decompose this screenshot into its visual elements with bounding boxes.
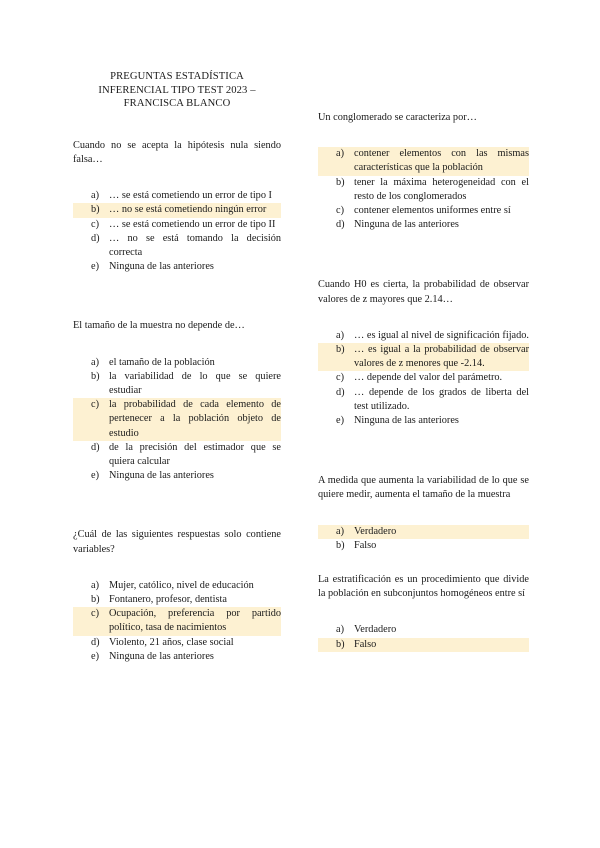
option-text: Verdadero: [354, 525, 529, 539]
option-text: Falso: [354, 638, 529, 652]
answer-option-highlighted: [73, 607, 281, 635]
option-letter: c): [73, 607, 109, 621]
option-text: Ninguna de las anteriores: [354, 415, 459, 427]
question-block: [318, 111, 529, 232]
option-letter: a): [91, 579, 99, 591]
option-letter: b): [91, 594, 100, 606]
right-column: [318, 111, 529, 652]
option-text: … depende del valor del parámetro.: [354, 372, 503, 384]
option-text: de la precisión del estimador que se quiera calcular: [109, 441, 281, 468]
answer-option: [73, 370, 281, 398]
option-letter: c): [336, 205, 344, 217]
option-letter: a): [318, 147, 354, 161]
option-letter: b): [318, 343, 354, 357]
option-letter: e): [336, 415, 344, 427]
question-block: [318, 474, 529, 553]
answer-option: [73, 636, 281, 650]
question-text: El tamaño de la muestra no depende de…: [73, 320, 245, 332]
answer-option: [73, 356, 281, 370]
question-block: [73, 528, 281, 664]
answer-option: [318, 539, 529, 553]
option-letter: a): [336, 329, 344, 341]
title-line: FRANCISCA BLANCO: [123, 98, 231, 110]
question-text: ¿Cuál de las siguientes respuestas solo contiene variables?: [73, 529, 281, 555]
option-text: Falso: [354, 539, 377, 551]
option-text: la probabilidad de cada elemento de pertenecer a la población objeto de estudio: [109, 398, 281, 441]
option-text: Verdadero: [354, 624, 397, 636]
options-list: [318, 147, 529, 232]
option-text: tener la máxima heterogeneidad con el resto de los conglomerados: [354, 176, 529, 202]
question-text: Cuando H0 es cierta, la probabilidad de observar valores de z mayores que 2.14…: [318, 279, 529, 305]
option-letter: d): [91, 441, 100, 453]
question-text: La estratificación es un procedimiento que divide la población en subconjuntos homogéneos entre sí: [318, 574, 529, 600]
option-letter: c): [73, 398, 109, 412]
option-letter: b): [336, 176, 345, 188]
question-text: Cuando no se acepta la hipótesis nula siendo falsa…: [73, 139, 281, 165]
option-letter: e): [91, 470, 99, 482]
option-letter: c): [336, 372, 344, 384]
answer-option: [73, 579, 281, 593]
option-text: … no se está cometiendo ningún error: [109, 203, 281, 217]
option-letter: a): [318, 525, 354, 539]
option-letter: d): [91, 232, 100, 244]
options-list: [73, 579, 281, 664]
answer-option-highlighted: [318, 525, 529, 539]
answer-option: [73, 441, 281, 469]
title-line: PREGUNTAS ESTADÍSTICA: [110, 71, 244, 82]
answer-option: [73, 218, 281, 232]
option-text: Mujer, católico, nivel de educación: [109, 579, 254, 591]
option-text: … no se está tomando la decisión correcta: [109, 232, 281, 258]
options-list: [73, 189, 281, 274]
options-list: [318, 623, 529, 651]
option-text: … se está cometiendo un error de tipo I: [109, 190, 272, 202]
options-list: [318, 329, 529, 428]
answer-option-highlighted: [73, 203, 281, 217]
option-text: Ocupación, preferencia por partido político, tasa de nacimientos: [109, 607, 281, 635]
answer-option: [73, 189, 281, 203]
option-text: contener elementos uniformes entre sí: [354, 205, 511, 217]
options-list: [73, 356, 281, 484]
option-text: el tamaño de la población: [109, 356, 215, 368]
option-letter: c): [91, 218, 99, 230]
option-text: Violento, 21 años, clase social: [109, 636, 234, 648]
answer-option: [73, 232, 281, 260]
option-text: … se está cometiendo un error de tipo II: [109, 218, 276, 230]
answer-option: [318, 218, 529, 232]
option-letter: d): [91, 636, 100, 648]
answer-option: [318, 414, 529, 428]
option-letter: a): [91, 190, 99, 202]
answer-option: [318, 176, 529, 204]
left-column: [73, 70, 281, 664]
question-block: [318, 278, 529, 428]
option-text: Fontanero, profesor, dentista: [109, 594, 227, 606]
option-letter: b): [91, 370, 100, 382]
option-text: Ninguna de las anteriores: [109, 470, 214, 482]
option-text: … es igual a la probabilidad de observar valores de z menores que -2.14.: [354, 343, 529, 371]
option-text: la variabilidad de lo que se quiere estudiar: [109, 370, 281, 397]
answer-option: [73, 260, 281, 274]
answer-option: [73, 469, 281, 483]
document-title: [73, 70, 281, 111]
option-letter: e): [91, 261, 99, 273]
answer-option-highlighted: [318, 343, 529, 371]
title-line: INFERENCIAL TIPO TEST 2023 –: [98, 84, 256, 96]
option-text: Ninguna de las anteriores: [109, 261, 214, 273]
question-block: [318, 573, 529, 652]
answer-option: [318, 329, 529, 343]
option-letter: b): [336, 539, 345, 551]
option-letter: a): [336, 624, 344, 636]
question-text: Un conglomerado se caracteriza por…: [318, 112, 477, 123]
option-letter: d): [336, 219, 345, 231]
option-letter: b): [73, 203, 109, 217]
option-text: contener elementos con las mismas características que la población: [354, 147, 529, 175]
question-block: [73, 319, 281, 483]
option-letter: d): [336, 386, 345, 398]
option-letter: e): [91, 650, 99, 662]
option-text: Ninguna de las anteriores: [354, 219, 459, 231]
option-text: … depende de los grados de liberta del test utilizado.: [354, 386, 529, 412]
answer-option-highlighted: [318, 147, 529, 175]
option-letter: a): [91, 356, 99, 368]
answer-option: [318, 204, 529, 218]
options-list: [318, 525, 529, 553]
answer-option: [318, 371, 529, 385]
option-text: Ninguna de las anteriores: [109, 650, 214, 662]
question-block: [73, 139, 281, 275]
answer-option-highlighted: [318, 638, 529, 652]
answer-option-highlighted: [73, 398, 281, 441]
answer-option: [73, 650, 281, 664]
answer-option: [318, 386, 529, 414]
answer-option: [73, 593, 281, 607]
question-text: A medida que aumenta la variabilidad de lo que se quiere medir, aumenta el tamaño de la muestra: [318, 475, 529, 501]
option-text: … es igual al nivel de significación fijado.: [354, 329, 529, 341]
answer-option: [318, 623, 529, 637]
option-letter: b): [318, 638, 354, 652]
